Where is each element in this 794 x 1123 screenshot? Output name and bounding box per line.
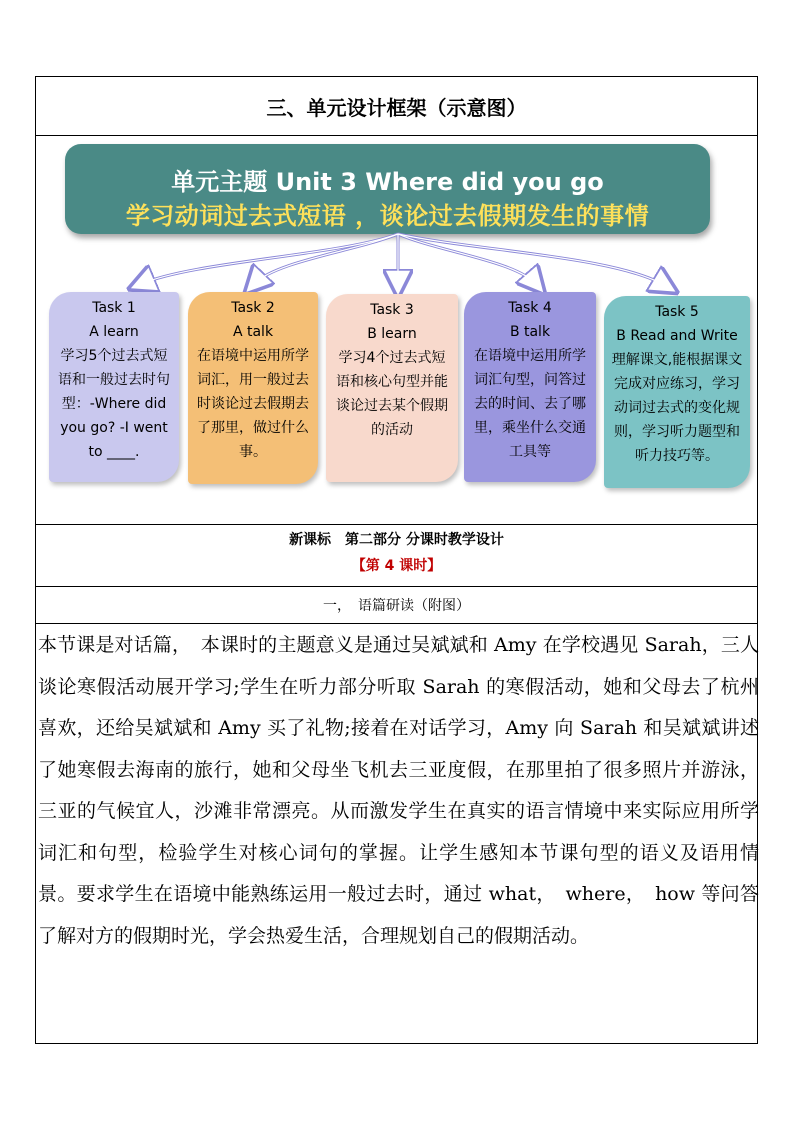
lesson-design-heading: 新课标 第二部分 分课时教学设计 xyxy=(289,532,504,548)
document-frame xyxy=(35,76,758,1044)
task-subtitle: B learn xyxy=(367,326,417,342)
task-card-2 xyxy=(188,292,318,484)
unit-framework-diagram xyxy=(36,136,757,524)
task-subtitle: B Read and Write xyxy=(616,328,738,344)
task-card-1 xyxy=(49,292,179,482)
section-title: 三、单元设计框架（示意图） xyxy=(266,95,527,120)
unit-theme-title: 单元主题 Unit 3 Where did you go xyxy=(171,168,604,196)
task-title: Task 5 xyxy=(655,304,699,320)
task-description: 在语境中运用所学词汇，用一般过去时谈论过去假期去了那里，做过什么事。 xyxy=(197,348,309,460)
task-subtitle: A talk xyxy=(232,324,274,340)
arrow-to-task-1 xyxy=(141,234,398,284)
analysis-paragraph: 本节课是对话篇， 本课时的主题意义是通过吴斌斌和 Amy 在学校遇见 Sarah，三人谈论寒假活动展开学习;学生在听力部分听取 Sarah 的寒假活动，她和父母去了杭州喜欢，还给吴斌斌和 Amy 买了礼物;接着在对话学习，Amy 向 Sarah 和吴斌斌讲述了她寒假去海南的旅行，她和父母坐飞机去三亚度假，在那里拍了很多照片并游泳，三亚的气候宜人，沙滩非常漂亮。从而激发学生在真实的语言情境中来实际应用所学词汇和句型，检验学生对核心词句的掌握。让学生感知本节课句型的语义及语用情景。要求学生在语境中能熟练运用一般过去时，通过 what， where， how 等问答了解对方的假期时光，学会热爱生活，合理规划自己的假期活动。 xyxy=(38,634,759,947)
divider xyxy=(36,524,757,525)
task-description: 在语境中运用所学词汇句型，问答过去的时间、去了哪里，乘坐什么交通工具等 xyxy=(474,348,586,460)
task-description: 学习4个过去式短语和核心句型并能谈论过去某个假期的活动 xyxy=(336,350,448,438)
divider xyxy=(36,586,757,587)
task-title: Task 3 xyxy=(370,302,414,318)
task-subtitle: B talk xyxy=(509,324,551,340)
task-card-4 xyxy=(464,292,596,482)
task-title: Task 4 xyxy=(508,300,552,316)
divider xyxy=(36,623,757,624)
task-description: 理解课文,能根据课文完成对应练习，学习动词过去式的变化规则，学习听力题型和听力技巧等。 xyxy=(611,352,743,464)
task-title: Task 2 xyxy=(231,300,275,316)
task-subtitle: A learn xyxy=(89,324,139,340)
task-card-3 xyxy=(326,294,458,482)
arrow-to-task-5 xyxy=(398,234,666,286)
text-analysis-heading: 一， 语篇研读（附图） xyxy=(323,598,470,614)
task-card-5 xyxy=(604,296,750,488)
unit-theme-goal: 学习动词过去式短语 ，谈论过去假期发生的事情 xyxy=(125,202,650,230)
lesson-number: 【第 4 课时】 xyxy=(351,558,442,574)
task-title: Task 1 xyxy=(92,300,136,316)
task-description: 学习5个过去式短语和一般过去时句型：-Where did you go? -I went to ____. xyxy=(58,348,170,460)
